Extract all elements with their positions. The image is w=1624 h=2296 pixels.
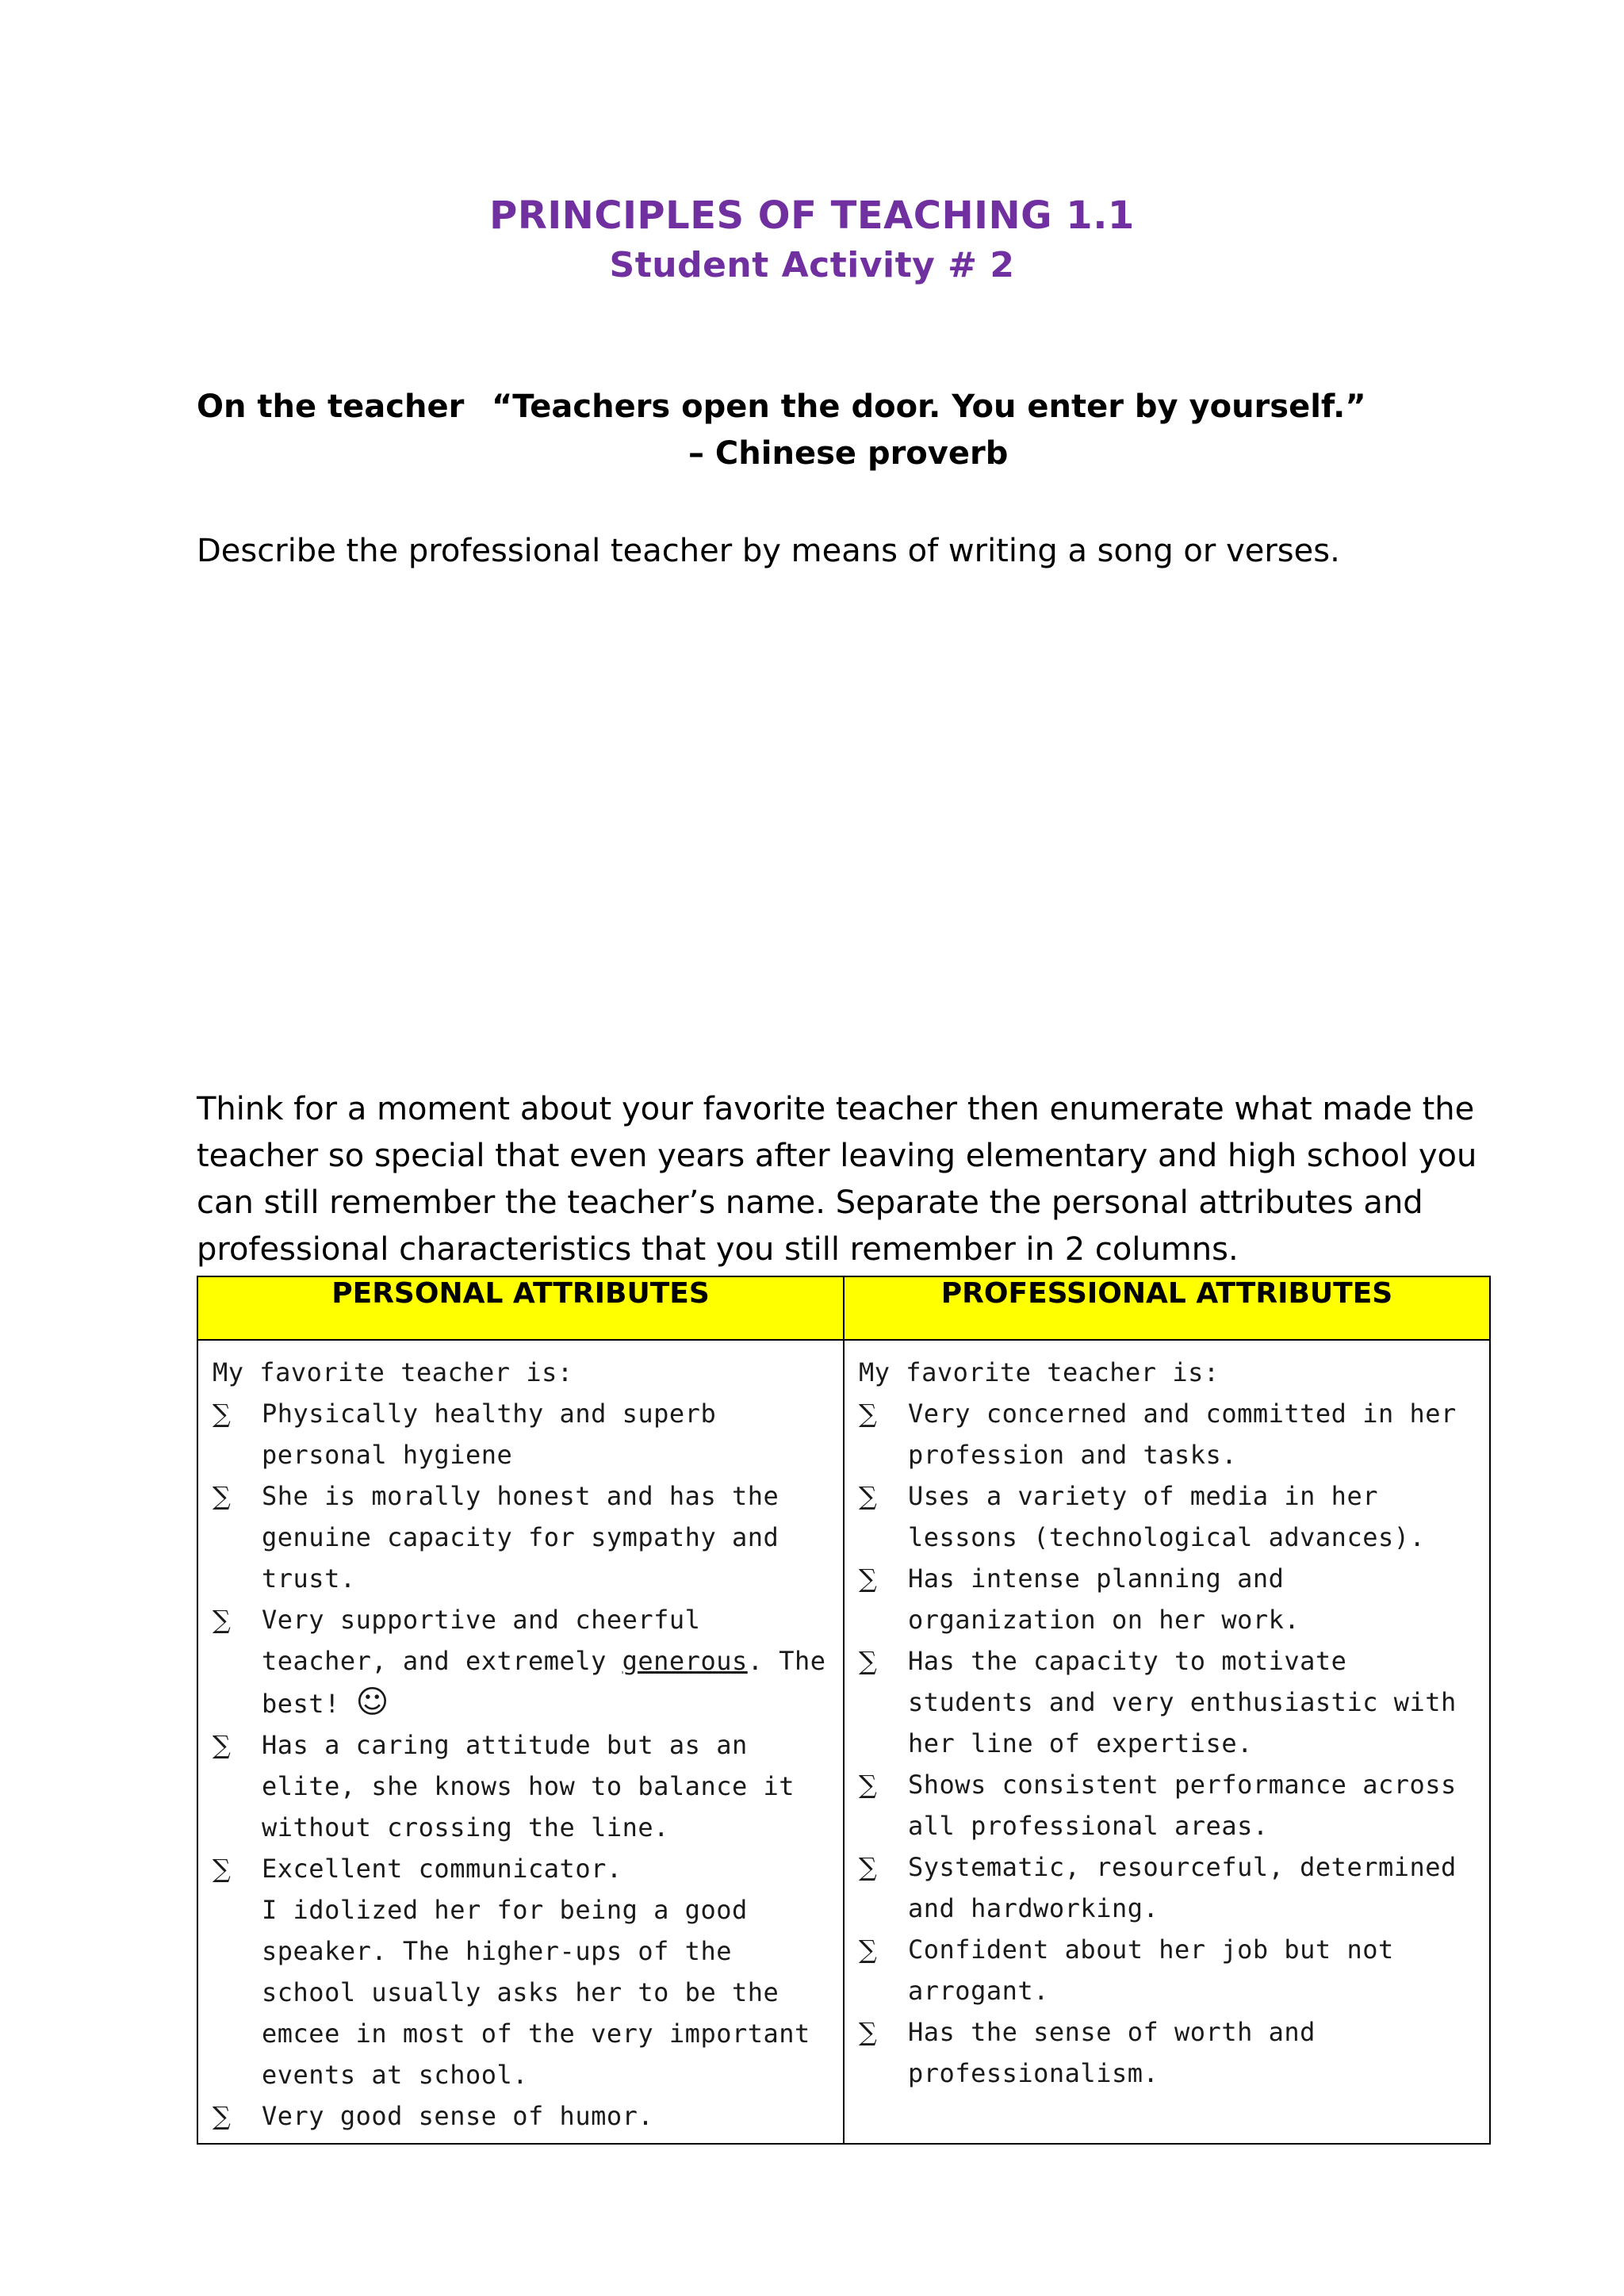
personal-attributes-list [213, 1393, 835, 2137]
list-item-text: Very concerned and committed in her profession and tasks. [908, 1399, 1457, 1470]
list-item-text: I idolized her for being a good speaker. The higher-ups of the school usually asks her to be the emcee in most of the very important events at school. [262, 1895, 810, 2090]
professional-intro: My favorite teacher is: [859, 1357, 1220, 1387]
list-item [859, 1640, 1481, 1764]
list-item-continuation [213, 1889, 835, 2095]
sigma-bullet-icon: ∑ [213, 1730, 232, 1760]
list-item-text: She is morally honest and has the genuine capacity for sympathy and trust. [262, 1481, 779, 1594]
sigma-bullet-icon: ∑ [859, 1399, 878, 1429]
sigma-bullet-icon: ∑ [859, 1563, 878, 1594]
sigma-bullet-icon: ∑ [213, 2101, 232, 2131]
list-item-text: Shows consistent performance across all professional areas. [908, 1770, 1457, 1841]
sigma-bullet-icon: ∑ [859, 1481, 878, 1511]
list-item-text: Has the sense of worth and professionalism. [908, 2017, 1316, 2088]
document-subtitle: Student Activity # 2 [609, 245, 1015, 285]
sigma-bullet-icon: ∑ [213, 1854, 232, 1884]
section-label: On the teacher [197, 388, 465, 425]
sigma-bullet-icon: ∑ [859, 1934, 878, 1965]
proverb-quote: “Teachers open the door. You enter by yourself.” [492, 388, 1366, 425]
list-item [213, 1475, 835, 1599]
attributes-table [197, 1276, 1491, 2145]
underlined-word: generous [622, 1646, 748, 1676]
sigma-bullet-icon: ∑ [213, 1605, 232, 1635]
list-item-text: Very good sense of humor. [262, 2101, 654, 2131]
list-item [859, 1846, 1481, 1929]
sigma-bullet-icon: ∑ [213, 1399, 232, 1429]
list-item [859, 1393, 1481, 1475]
list-item-text: Systematic, resourceful, determined and hardworking. [908, 1852, 1457, 1923]
list-item-text-part: Very supportive and cheerful teacher, and extremely [262, 1605, 701, 1676]
table-header-row [197, 1276, 1490, 1340]
list-item [859, 2011, 1481, 2094]
list-item [213, 2095, 835, 2137]
sigma-bullet-icon: ∑ [859, 1852, 878, 1882]
list-item-text: Excellent communicator. [262, 1854, 622, 1884]
list-item [859, 1475, 1481, 1558]
list-item-text-tail: . The best! [262, 1646, 826, 1719]
list-item [213, 1599, 835, 1724]
professional-attributes-cell [844, 1340, 1490, 2144]
instruction-song: Describe the professional teacher by means of writing a song or verses. [197, 533, 1340, 569]
sigma-bullet-icon: ∑ [859, 1646, 878, 1676]
sigma-bullet-icon: ∑ [213, 1481, 232, 1511]
professional-attributes-header: PROFESSIONAL ATTRIBUTES [844, 1276, 1490, 1340]
list-item-text: Has intense planning and organization on her work. [908, 1563, 1300, 1635]
personal-attributes-header: PERSONAL ATTRIBUTES [197, 1276, 844, 1340]
list-item [859, 1558, 1481, 1640]
list-item [213, 1724, 835, 1848]
list-item-text: Confident about her job but not arrogant. [908, 1934, 1394, 2006]
personal-attributes-cell [197, 1340, 844, 2144]
smiley-icon: ☺ [355, 1684, 389, 1720]
personal-intro: My favorite teacher is: [213, 1357, 573, 1387]
sigma-bullet-icon: ∑ [859, 2017, 878, 2047]
list-item-text: Has a caring attitude but as an elite, she knows how to balance it without crossing the line. [262, 1730, 795, 1843]
list-item [859, 1929, 1481, 2011]
list-item [213, 1848, 835, 1889]
list-item-text [262, 1599, 835, 1724]
list-item [213, 1393, 835, 1475]
list-item-text: Uses a variety of media in her lessons (technological advances). [908, 1481, 1426, 1552]
title-block [0, 190, 1624, 290]
sigma-bullet-icon: ∑ [859, 1770, 878, 1800]
list-item-text: Has the capacity to motivate students and very enthusiastic with her line of expertise. [908, 1646, 1457, 1758]
document-title: PRINCIPLES OF TEACHING 1.1 [489, 193, 1135, 238]
proverb-attribution: – Chinese proverb [688, 435, 1009, 472]
professional-attributes-list [859, 1393, 1481, 2094]
table-body-row [197, 1340, 1490, 2144]
list-item-text: Physically healthy and superb personal hygiene [262, 1399, 717, 1470]
list-item [859, 1764, 1481, 1846]
instruction-favorite-teacher: Think for a moment about your favorite teacher then enumerate what made the teacher so special that even years after leaving elementary and high school you can still remember the teacher’s name. Separate the personal attributes and professional characteristics that you still remember in 2 columns. [197, 1091, 1477, 1268]
